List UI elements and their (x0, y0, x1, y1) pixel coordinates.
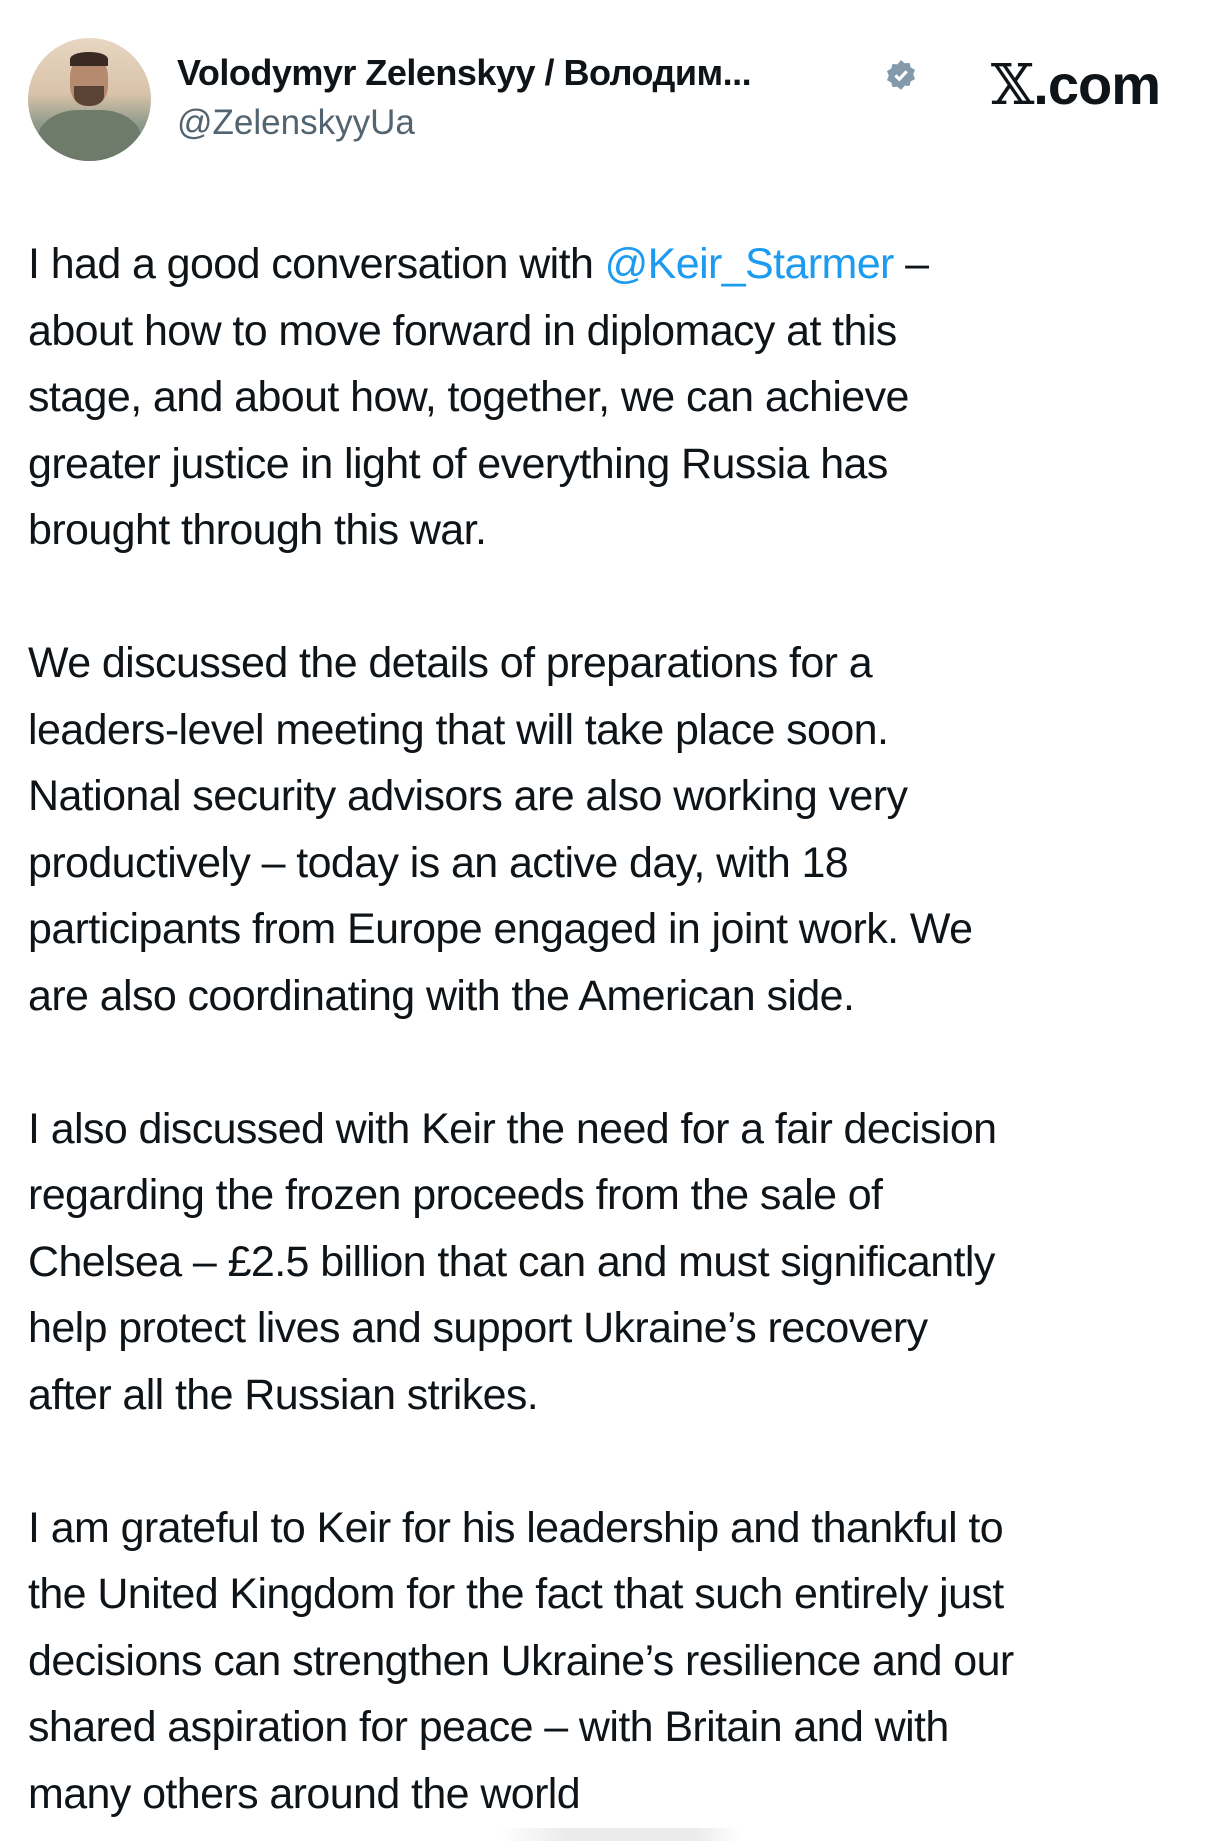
paragraph-gap (28, 564, 1014, 631)
x-logo-text: .com (1033, 53, 1160, 116)
text: I had a good conversation with (28, 240, 605, 288)
post-line: We discussed the details of preparations for a (28, 639, 873, 687)
text: – (893, 240, 929, 288)
post-line: help protect lives and support Ukraine’s recovery (28, 1304, 928, 1352)
post-line: National security advisors are also working very (28, 772, 908, 820)
post-line: Chelsea – £2.5 billion that can and must significantly (28, 1237, 995, 1286)
image-fade-overlay (500, 1828, 740, 1841)
post-line: are also coordinating with the American side. (28, 971, 855, 1020)
post-line: participants from Europe engaged in joint work. We (28, 905, 973, 953)
post-line: leaders-level meeting that will take place soon. (28, 705, 889, 754)
post-line: productively – today is an active day, with 18 (28, 838, 849, 887)
post-line: brought through this war. (28, 506, 487, 554)
x-logo-icon: 𝕏 (990, 53, 1034, 118)
post-line: after all the Russian strikes. (28, 1370, 539, 1419)
post-paragraphs (28, 298, 1014, 1828)
paragraph-gap (28, 1029, 1014, 1096)
post-line: many others around the world (28, 1769, 581, 1818)
post-line: shared aspiration for peace – with Britain and with (28, 1703, 949, 1751)
avatar[interactable] (28, 38, 151, 161)
post-line (28, 231, 1014, 298)
display-name[interactable]: Volodymyr Zelenskyy / Володим... (177, 52, 752, 93)
paragraph-gap (28, 1428, 1014, 1495)
post-line: I am grateful to Keir for his leadership and thankful to (28, 1503, 1004, 1552)
post-line: the United Kingdom for the fact that such entirely just (28, 1570, 1004, 1618)
avatar-beard (74, 86, 104, 106)
post-line: greater justice in light of everything Russia has (28, 439, 888, 488)
post-line: regarding the frozen proceeds from the sale of (28, 1171, 883, 1219)
avatar-shirt (38, 110, 141, 161)
post-line: I also discussed with Keir the need for a fair decision (28, 1104, 997, 1153)
post-line: stage, and about how, together, we can achieve (28, 373, 909, 421)
mention-link[interactable]: @Keir_Starmer (604, 240, 894, 288)
verified-badge-icon (884, 58, 918, 92)
post-text (28, 231, 1014, 1827)
user-handle[interactable]: @ZelenskyyUa (177, 103, 415, 142)
x-com-logo (991, 52, 1160, 118)
avatar-hair (70, 52, 108, 66)
post-line: about how to move forward in diplomacy at this (28, 306, 897, 355)
post-line: decisions can strengthen Ukraine’s resilience and our (28, 1636, 1014, 1685)
